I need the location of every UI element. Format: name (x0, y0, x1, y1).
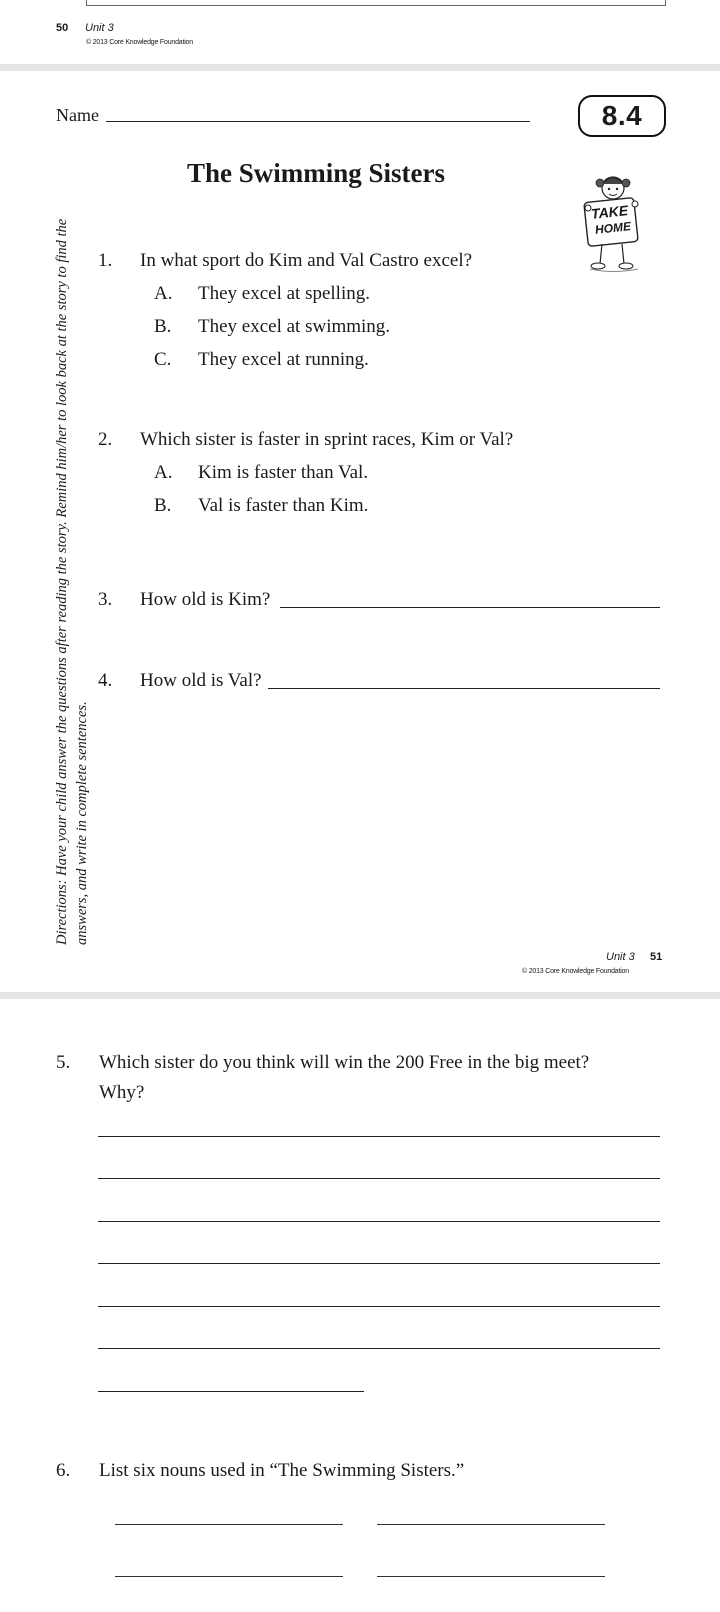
take-home-text-2: HOME (594, 219, 632, 237)
question-1-text: In what sport do Kim and Val Castro excel? (140, 250, 473, 271)
q2-option-b-letter[interactable]: B. (154, 495, 172, 516)
q1-option-b-text[interactable]: They excel at swimming. (198, 316, 391, 337)
worksheet-badge (578, 95, 666, 137)
page-number-50: 50 (56, 22, 69, 34)
question-3-text: How old is Kim? (140, 589, 271, 610)
question-3-number: 3. (98, 589, 113, 610)
q2-option-b-text[interactable]: Val is faster than Kim. (198, 495, 369, 516)
q1-option-a-letter[interactable]: A. (154, 283, 173, 304)
unit-label-bottom: Unit 3 (606, 951, 635, 963)
copyright-top: © 2013 Core Knowledge Foundation (86, 39, 193, 46)
q6-noun-line-1[interactable] (115, 1524, 343, 1525)
previous-page-bottom-border (86, 0, 666, 6)
question-2-text: Which sister is faster in sprint races, Kim or Val? (140, 429, 514, 450)
name-input-line[interactable] (106, 121, 530, 122)
q5-answer-line-1[interactable] (98, 1136, 660, 1137)
take-home-icon (580, 174, 650, 274)
copyright-bottom: © 2013 Core Knowledge Foundation (522, 968, 629, 975)
q5-answer-line-3[interactable] (98, 1221, 660, 1222)
q2-option-a-text[interactable]: Kim is faster than Val. (198, 462, 369, 483)
question-3-answer-line[interactable] (280, 607, 660, 608)
q1-option-a-text[interactable]: They excel at spelling. (198, 283, 370, 304)
question-4-answer-line[interactable] (268, 688, 660, 689)
q5-answer-line-5[interactable] (98, 1306, 660, 1307)
directions-line-2: answers, and write in complete sentences. (74, 701, 90, 945)
unit-label-top: Unit 3 (85, 22, 114, 34)
question-4-text: How old is Val? (140, 670, 262, 691)
name-label: Name (56, 105, 99, 125)
q1-option-c-text[interactable]: They excel at running. (198, 349, 369, 370)
q5-answer-line-7[interactable] (98, 1391, 364, 1392)
q6-noun-line-3[interactable] (115, 1576, 343, 1577)
question-5-number: 5. (56, 1052, 71, 1073)
question-6-text: List six nouns used in “The Swimming Sisters.” (99, 1460, 465, 1481)
take-home-text-1: TAKE (590, 202, 629, 222)
q6-noun-line-4[interactable] (377, 1576, 605, 1577)
directions-line-1: Directions: Have your child answer the questions after reading the story. Remind him/her to look back at the story to find the (54, 218, 70, 945)
question-4-number: 4. (98, 670, 113, 691)
question-1-number: 1. (98, 250, 113, 271)
question-5-text-line-2: Why? (99, 1082, 145, 1103)
worksheet-number: 8.4 (601, 100, 643, 131)
q5-answer-line-2[interactable] (98, 1178, 660, 1179)
directions-text (52, 185, 92, 945)
question-5-text: Which sister do you think will win the 200 Free in the big meet? (99, 1052, 590, 1073)
page-number-51: 51 (650, 951, 663, 963)
question-6-number: 6. (56, 1460, 71, 1481)
q5-answer-line-4[interactable] (98, 1263, 660, 1264)
q1-option-c-letter[interactable]: C. (154, 349, 172, 370)
question-2-number: 2. (98, 429, 113, 450)
q5-answer-line-6[interactable] (98, 1348, 660, 1349)
page-separator-bottom (0, 992, 720, 999)
worksheet-title: The Swimming Sisters (186, 158, 446, 188)
q2-option-a-letter[interactable]: A. (154, 462, 173, 483)
q1-option-b-letter[interactable]: B. (154, 316, 172, 337)
page-separator-top (0, 64, 720, 71)
q6-noun-line-2[interactable] (377, 1524, 605, 1525)
